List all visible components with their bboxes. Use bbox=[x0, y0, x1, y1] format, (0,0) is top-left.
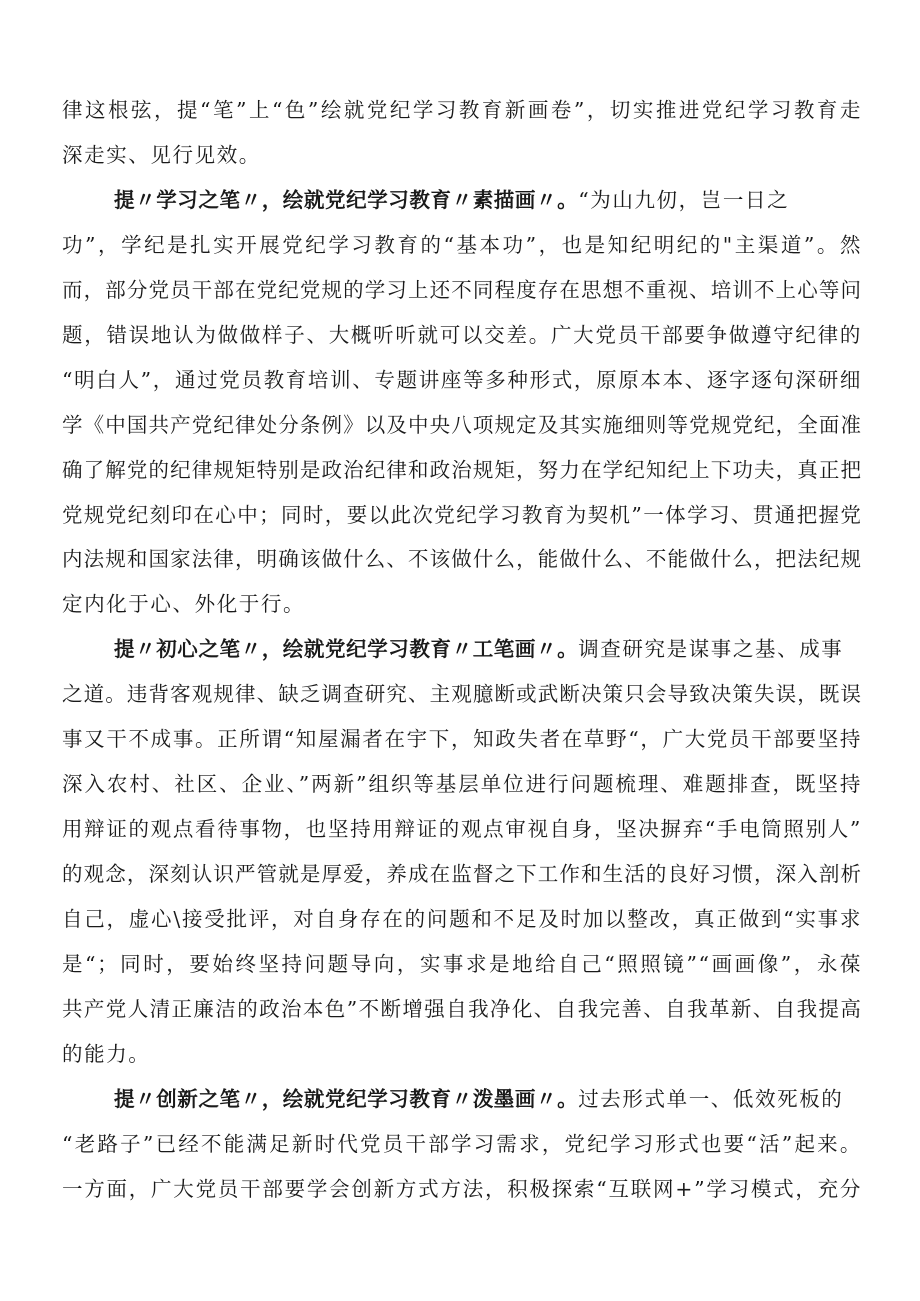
paragraph-study-line-2: 而，部分党员干部在党纪党规的学习上还不同程度存在思想不重视、培训不上心等问 bbox=[62, 278, 862, 302]
paragraph-innovation-first-line bbox=[114, 1089, 862, 1110]
paragraph-intro-line-2: 深走实、见行见效。 bbox=[62, 143, 261, 167]
paragraph-original-line-5: 的观念，深刻认识严管就是厚爱，养成在监督之下工作和生活的良好习惯，深入剖析 bbox=[62, 862, 862, 886]
paragraph-study-line-7: 党规党纪刻印在心中；同时，要以此次党纪学习教育为契机”一体学习、贯通把握党 bbox=[62, 503, 863, 527]
paragraph-innovation-line-2: 一方面，广大党员干部要学会创新方式方法，积极探索“互联网+”学习模式，充分 bbox=[62, 1177, 862, 1201]
paragraph-original-first-line bbox=[114, 639, 862, 660]
paragraph-original-line-3: 深入农村、社区、企业、”两新”组织等基层单位进行问题梳理、难题排查，既坚持 bbox=[62, 772, 862, 796]
paragraph-study-line-3: 题，错误地认为做做样子、大概听听就可以交差。广大党员干部要争做遵守纪律的 bbox=[62, 323, 862, 347]
paragraph-original-line-6: 自己，虚心\接受批评，对自身存在的问题和不足及时加以整改，真正做到“实事求 bbox=[62, 907, 862, 931]
paragraph-original-line-9: 的能力。 bbox=[62, 1042, 151, 1066]
paragraph-original-line-1: 之道。违背客观规律、缺乏调查研究、主观臆断或武断决策只会导致决策失误，既误 bbox=[62, 682, 862, 706]
paragraph-original-line-7: 是“；同时，要始终坚持问题导向，实事求是地给自己“照照镜”“画画像”，永葆 bbox=[62, 952, 862, 976]
paragraph-study-line-1: 功”，学纪是扎实开展党纪学习教育的“基本功”，也是知纪明纪的"主渠道”。然 bbox=[62, 233, 862, 257]
paragraph-intro-line-1: 律这根弦，提“笔”上“色”绘就党纪学习教育新画卷”，切实推进党纪学习教育走 bbox=[62, 98, 862, 122]
paragraph-original-line-2: 事又干不成事。正所谓“知屋漏者在宇下，知政失者在草野“，广大党员干部要坚持 bbox=[62, 727, 862, 751]
paragraph-innovation-line-1: “老路子”已经不能满足新时代党员干部学习需求，党纪学习形式也要“活”起来。 bbox=[62, 1132, 862, 1156]
paragraph-innovation-first-line-text: 过去形式单一、低效死板的 bbox=[578, 1087, 844, 1111]
paragraph-original-line-4: 用辩证的观点看待事物，也坚持用辩证的观点审视自身，坚决摒弃“手电筒照别人” bbox=[62, 817, 862, 841]
paragraph-innovation-heading: 提〃创新之笔〃，绘就党纪学习教育〃泼墨画〃。 bbox=[114, 1087, 579, 1111]
paragraph-study-first-line bbox=[114, 190, 862, 211]
paragraph-study-line-4: “明白人”，通过党员教育培训、专题讲座等多种形式，原原本本、逐字逐句深研细 bbox=[62, 368, 862, 392]
paragraph-original-heading: 提〃初心之笔〃，绘就党纪学习教育〃工笔画〃。 bbox=[114, 637, 579, 661]
paragraph-study-line-8: 内法规和国家法律，明确该做什么、不该做什么，能做什么、不能做什么，把法纪规 bbox=[62, 547, 862, 571]
paragraph-study-line-9: 定内化于心、外化于行。 bbox=[62, 592, 306, 616]
paragraph-study-line-6: 确了解党的纪律规矩特别是政治纪律和政治规矩，努力在学纪知纪上下功夫，真正把 bbox=[62, 458, 862, 482]
paragraph-study-line-5: 学《中国共产党纪律处分条例》以及中央八项规定及其实施细则等党规党纪，全面准 bbox=[62, 413, 862, 437]
paragraph-original-first-line-text: 调查研究是谋事之基、成事 bbox=[578, 637, 844, 661]
paragraph-study-first-line-text: “为山九仞，岂一日之 bbox=[578, 188, 790, 212]
paragraph-study-heading: 提〃学习之笔〃，绘就党纪学习教育〃素描画〃。 bbox=[114, 188, 579, 212]
paragraph-original-line-8: 共产党人清正廉洁的政治本色”不断增强自我净化、自我完善、自我革新、自我提高 bbox=[62, 997, 863, 1021]
